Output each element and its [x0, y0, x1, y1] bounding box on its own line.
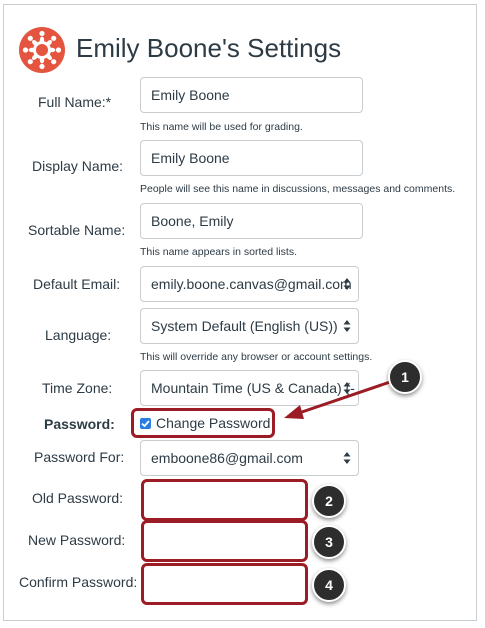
password-for-value: emboone86@gmail.com — [151, 450, 303, 466]
confirm-password-input[interactable] — [141, 563, 308, 605]
page-title: Emily Boone's Settings — [76, 33, 342, 63]
confirm-password-label: Confirm Password: — [19, 574, 138, 590]
new-password-label: New Password: — [28, 532, 126, 548]
callout-1: 1 — [388, 360, 422, 394]
change-password-label[interactable]: Change Password — [156, 415, 271, 431]
old-password-label: Old Password: — [32, 490, 124, 506]
time-zone-label: Time Zone: — [42, 380, 113, 396]
password-for-label: Password For: — [34, 449, 125, 465]
default-email-value: emily.boone.canvas@gmail.com — [151, 276, 352, 292]
sortable-name-hint: This name appears in sorted lists. — [140, 246, 297, 258]
canvas-logo-icon — [19, 27, 65, 73]
display-name-hint: People will see this name in discussions, messages and comments. — [140, 183, 456, 195]
time-zone-value: Mountain Time (US & Canada) (- — [151, 380, 355, 396]
language-label: Language: — [45, 327, 112, 343]
select-arrows-icon — [343, 319, 351, 333]
default-email-select[interactable] — [140, 266, 359, 302]
callout-3: 3 — [312, 525, 346, 559]
default-email-label: Default Email: — [33, 276, 121, 292]
language-hint: This will override any browser or account settings. — [140, 351, 373, 363]
full-name-label: Full Name:* — [38, 94, 112, 110]
language-select[interactable] — [140, 308, 359, 344]
display-name-input[interactable]: Emily Boone — [140, 140, 363, 176]
select-arrows-icon — [343, 451, 351, 465]
callout-2: 2 — [312, 484, 346, 518]
sortable-name-label: Sortable Name: — [28, 222, 126, 238]
old-password-input[interactable] — [141, 479, 308, 521]
full-name-hint: This name will be used for grading. — [140, 121, 303, 133]
full-name-input[interactable]: Emily Boone — [140, 77, 363, 113]
callout-4: 4 — [312, 568, 346, 602]
sortable-name-input[interactable]: Boone, Emily — [140, 203, 363, 239]
display-name-label: Display Name: — [32, 158, 124, 174]
password-label: Password: — [44, 416, 115, 432]
change-password-checkbox[interactable] — [140, 418, 151, 429]
select-arrows-icon — [343, 277, 351, 291]
password-for-select[interactable] — [140, 440, 359, 476]
new-password-input[interactable] — [141, 520, 308, 562]
language-value: System Default (English (US)) — [151, 318, 338, 334]
check-icon — [140, 418, 151, 429]
